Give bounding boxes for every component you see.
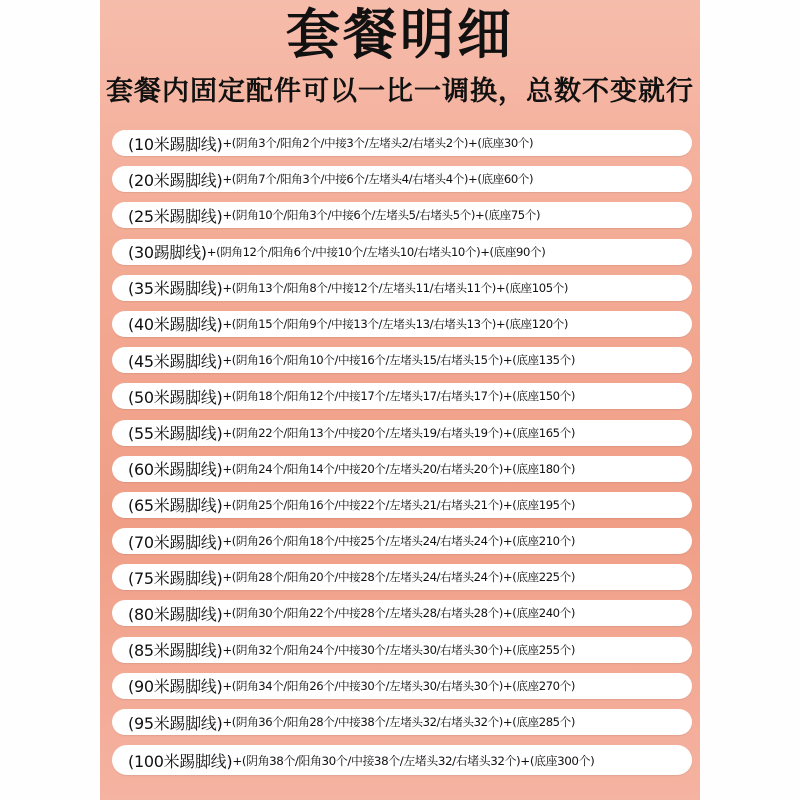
package-length: (90米踢脚线)	[128, 677, 223, 697]
package-row-45m	[112, 347, 692, 373]
package-length: (10米踢脚线)	[128, 134, 223, 154]
package-detail: +(阴角12个/阳角6个/中接10个/左堵头10/右堵头10个)+(底座90个)	[206, 244, 546, 259]
package-row-70m	[112, 528, 692, 554]
package-detail: +(阴角25个/阳角16个/中接22个/左堵头21/右堵头21个)+(底座195个)	[222, 497, 575, 512]
package-length: (50米踢脚线)	[128, 387, 223, 407]
package-row-20m	[112, 166, 692, 192]
package-length: (60米踢脚线)	[128, 460, 223, 480]
package-length: (20米踢脚线)	[128, 170, 223, 190]
package-detail: +(阴角38个/阳角30个/中接38个/左堵头32/右堵头32个)+(底座300个)	[232, 753, 595, 768]
package-row-100m	[112, 745, 692, 775]
package-length: (40米踢脚线)	[128, 315, 223, 335]
package-row-25m	[112, 202, 692, 228]
package-length: (25米踢脚线)	[128, 206, 223, 226]
package-detail: +(阴角34个/阳角26个/中接30个/左堵头30/右堵头30个)+(底座270个)	[222, 678, 575, 693]
package-length: (35米踢脚线)	[128, 279, 223, 299]
package-row-65m	[112, 492, 692, 518]
package-row-95m	[112, 709, 692, 735]
package-row-55m	[112, 420, 692, 446]
package-detail: +(阴角18个/阳角12个/中接17个/左堵头17/右堵头17个)+(底座150个)	[222, 389, 575, 404]
package-row-90m	[112, 673, 692, 699]
package-row-80m	[112, 600, 692, 626]
package-detail: +(阴角15个/阳角9个/中接13个/左堵头13/右堵头13个)+(底座120个)	[222, 316, 568, 331]
package-length: (30踢脚线)	[128, 243, 207, 263]
package-detail: +(阴角10个/阳角3个/中接6个/左堵头5/右堵头5个)+(底座75个)	[222, 208, 541, 223]
package-length: (55米踢脚线)	[128, 424, 223, 443]
package-length: (85米踢脚线)	[128, 641, 223, 661]
package-detail: +(阴角3个/阳角2个/中接3个/左堵头2/右堵头2个)+(底座30个)	[222, 136, 534, 150]
package-row-35m	[112, 275, 692, 301]
package-length: (80米踢脚线)	[128, 604, 223, 624]
package-row-60m	[112, 456, 692, 482]
package-length: (65米踢脚线)	[128, 496, 223, 516]
package-length: (100米踢脚线)	[128, 751, 233, 771]
package-row-30m	[112, 239, 692, 265]
package-detail: +(阴角26个/阳角18个/中接25个/左堵头24/右堵头24个)+(底座210个)	[222, 534, 575, 549]
package-detail: +(阴角30个/阳角22个/中接28个/左堵头28/右堵头28个)+(底座240个)	[222, 606, 575, 621]
page-title: 套餐明细	[286, 3, 514, 66]
package-length: (75米踢脚线)	[128, 568, 223, 588]
package-detail: +(阴角16个/阳角10个/中接16个/左堵头15/右堵头15个)+(底座135个)	[222, 353, 575, 368]
page-subtitle: 套餐内固定配件可以一比一调换，总数不变就行	[106, 76, 694, 107]
package-row-75m	[112, 564, 692, 590]
package-detail: +(阴角32个/阳角24个/中接30个/左堵头30/右堵头30个)+(底座255个)	[222, 642, 575, 657]
package-detail: +(阴角13个/阳角8个/中接12个/左堵头11/右堵头11个)+(底座105个)	[222, 280, 568, 295]
package-length: (45米踢脚线)	[128, 351, 223, 371]
package-row-50m	[112, 383, 692, 409]
package-row-85m	[112, 637, 692, 663]
package-length: (70米踢脚线)	[128, 532, 223, 552]
package-detail: +(阴角28个/阳角20个/中接28个/左堵头24/右堵头24个)+(底座225个)	[222, 570, 575, 585]
package-detail: +(阴角22个/阳角13个/中接20个/左堵头19/右堵头19个)+(底座165个)	[222, 425, 575, 440]
package-row-10m	[112, 130, 692, 156]
package-length: (95米踢脚线)	[128, 713, 223, 733]
package-detail: +(阴角7个/阳角3个/中接6个/左堵头4/右堵头4个)+(底座60个)	[222, 172, 534, 187]
package-detail: +(阴角36个/阳角28个/中接38个/左堵头32/右堵头32个)+(底座285个)	[222, 715, 575, 729]
package-list	[112, 130, 692, 785]
package-detail: +(阴角24个/阳角14个/中接20个/左堵头20/右堵头20个)+(底座180个)	[222, 461, 575, 476]
package-row-40m	[112, 311, 692, 337]
